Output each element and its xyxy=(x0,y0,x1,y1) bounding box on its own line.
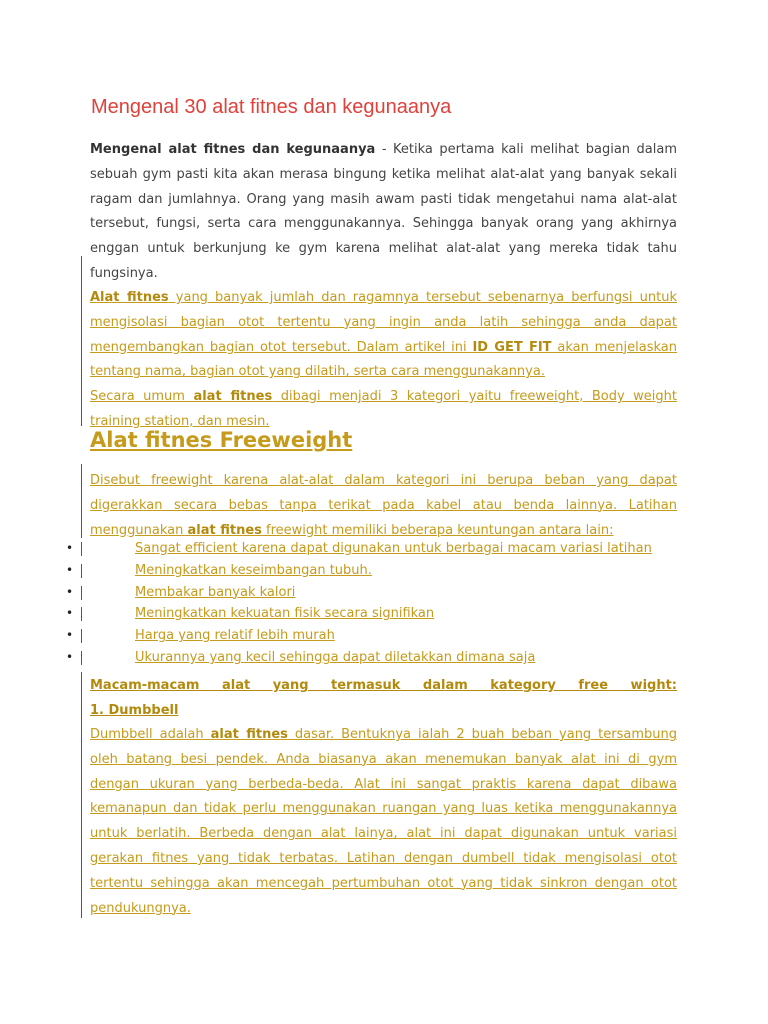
p4-text-2[interactable]: freewight memiliki beberapa keuntungan antara lain: xyxy=(261,522,614,538)
section-heading-freeweight[interactable]: Alat fitnes Freeweight xyxy=(90,428,353,452)
dumbbell-subheading[interactable] xyxy=(90,674,677,724)
benefit-link[interactable]: Meningkatkan kekuatan fisik secara signifikan xyxy=(135,606,435,622)
alat-fitnes-link[interactable]: alat fitnes xyxy=(210,727,288,742)
margin-bar xyxy=(81,564,82,578)
margin-bar xyxy=(81,586,82,600)
margin-bar xyxy=(81,542,82,556)
intro-text: - Ketika pertama kali melihat bagian dalam sebuah gym pasti kita akan merasa bingung ketika melihat alat-alat yang banyak sekali ragam dan jumlahnya. Orang yang masih awam pasti tidak mengetahui nama alat-alat tersebut, fungsi, serta cara menggunakannya. Sehingga banyak orang yang akhirnya enggan untuk berkunjung ke gym karena melihat alat-alat yang mereka tidak tahu fungsinya. xyxy=(90,142,677,281)
intro-paragraph xyxy=(90,138,677,287)
benefit-link[interactable]: Ukurannya yang kecil sehingga dapat diletakkan dimana saja xyxy=(135,649,536,665)
p2-text-2[interactable]: akan menjelaskan tentang nama, bagian otot yang dilatih, serta cara menggunakannya. xyxy=(90,339,678,380)
margin-bar xyxy=(81,256,82,426)
p2-text-1[interactable]: yang banyak jumlah dan ragamnya tersebut sebenarnya berfungsi untuk mengisolasi bagian otot tertentu yang ingin anda latih sehingga anda dapat mengembangkan bagian otot tersebut. Dalam artikel ini xyxy=(90,290,677,355)
margin-bar xyxy=(81,651,82,665)
dumbbell-link-paragraph[interactable] xyxy=(90,723,677,921)
alat-fitnes-link[interactable]: alat fitnes xyxy=(193,389,273,404)
subheading-line-2[interactable]: 1. Dumbbell xyxy=(90,702,179,718)
bullet-dot-icon: • xyxy=(66,628,74,643)
margin-bar xyxy=(81,672,82,918)
bullet-dot-icon: • xyxy=(66,649,74,664)
alat-fitnes-link[interactable]: alat fitnes xyxy=(187,522,262,538)
p6-text-2[interactable]: dasar. Bentuknya ialah 2 buah beban yang tersambung oleh batang besi pendek. Anda biasanya akan menemukan banyak alat ini di gym dengan ukuran yang berbeda-beda. Alat ini sangat praktis karena dapat dibawa kemanapun dan tidak perlu menggunakan ruangan yang luas ketika menggunakannya untuk berlatih. Berbeda dengan alat lainya, alat ini dapat digunakan untuk variasi gerakan fitnes yang tidak terbatas. Latihan dengan dumbell tidak mengisolasi otot tertentu sehingga akan mencegah pertumbuhan otot yang tidak sinkron dengan otot pendukungnya. xyxy=(90,727,677,916)
intro-lead: Mengenal alat fitnes dan kegunaanya xyxy=(90,142,376,157)
margin-bar xyxy=(81,607,82,621)
p4-text-1[interactable]: Disebut freewight karena alat-alat dalam kategori ini berupa beban yang dapat digerakkan secara bebas tanpa terikat pada kabel atau benda lainnya. Latihan menggunakan xyxy=(90,473,677,538)
p6-text-1[interactable]: Dumbbell adalah xyxy=(90,727,211,742)
freeweight-link-paragraph[interactable] xyxy=(90,469,677,543)
id-get-fit-link[interactable]: ID GET FIT xyxy=(472,339,552,355)
page-title: Mengenal 30 alat fitnes dan kegunaanya xyxy=(91,96,452,118)
margin-bar xyxy=(81,629,82,643)
bullet-dot-icon: • xyxy=(66,541,74,555)
p3-text-1[interactable]: Secara umum xyxy=(90,389,194,404)
p3-text-2[interactable]: dibagi menjadi 3 kategori yaitu freeweight, Body weight training station, dan mesin. xyxy=(90,389,678,429)
benefit-link[interactable]: Sangat efficient karena dapat digunakan untuk berbagai macam variasi latihan xyxy=(135,541,652,556)
bullet-dot-icon: • xyxy=(66,606,74,621)
benefit-link[interactable]: Harga yang relatif lebih murah xyxy=(135,628,335,644)
bullet-dot-icon: • xyxy=(66,584,74,599)
alat-fitnes-link-paragraph[interactable] xyxy=(90,286,677,385)
alat-fitnes-link[interactable]: Alat fitnes xyxy=(90,290,169,305)
benefit-link[interactable]: Membakar banyak kalori xyxy=(135,584,296,600)
bullet-dot-icon: • xyxy=(66,562,74,577)
benefit-link[interactable]: Meningkatkan keseimbangan tubuh. xyxy=(135,562,372,578)
margin-bar xyxy=(81,464,82,538)
subheading-line-1[interactable]: Macam-macam alat yang termasuk dalam kategory free wight: xyxy=(90,678,677,693)
